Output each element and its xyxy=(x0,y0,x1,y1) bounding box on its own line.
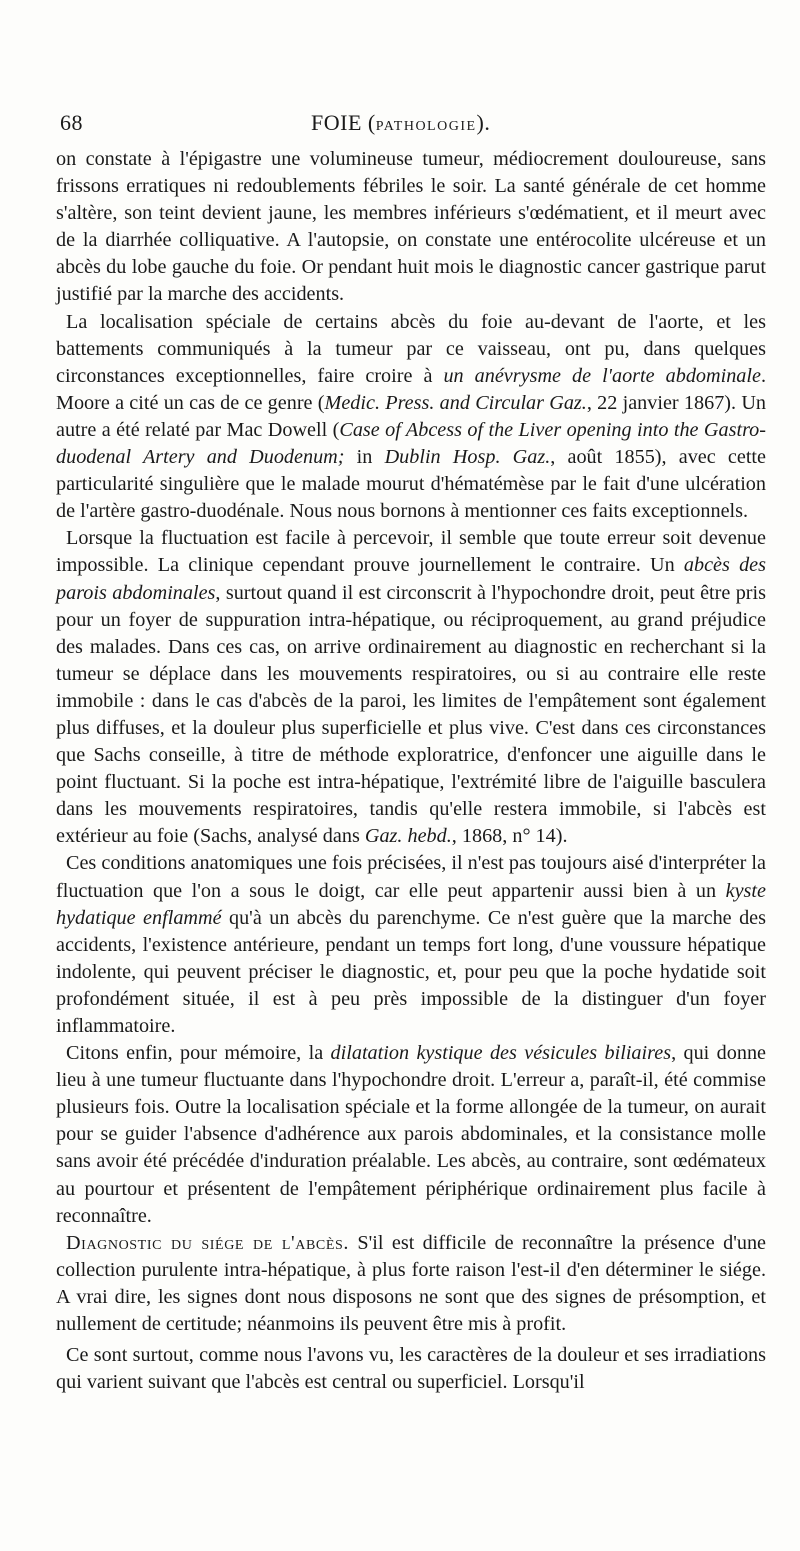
page-number: 68 xyxy=(60,110,83,135)
running-title-main: FOIE ( xyxy=(311,110,376,135)
p3-text-2: , surtout quand il est circonscrit à l'hypochondre droit, peut être pris pour un foyer de suppuration intra-hépatique, ou réciproquement, au grand préjudice des malades. Dans ces cas, on arrive ordinairement au diagnostic en recherchant si la tumeur se déplace dans les mouvements respiratoires, ou si au contraire elle reste immobile : dans le cas d'abcès de la paroi, les limites de l'empâtement sont également plus diffuses, et la douleur plus superficielle et plus vive. C'est dans ces circonstances que Sachs conseille, à titre de méthode exploratrice, d'enfoncer une aiguille dans le point fluctuant. Si la poche est intra-hépatique, l'extrémité libre de l'aiguille basculera dans les mouvements respiratoires, tandis qu'elle restera immobile, si l'abcès est extérieur au foie (Sachs, analysé dans xyxy=(56,581,766,848)
p3-italic-1: abcès des parois abdominales xyxy=(56,554,766,604)
p2-italic-2: Medic. Press. and Circular Gaz. xyxy=(324,391,587,414)
paragraph-3 xyxy=(56,525,766,850)
running-title xyxy=(311,110,490,136)
p3-italic-2: Gaz. hebd. xyxy=(364,825,452,848)
paragraph-5 xyxy=(56,1040,766,1230)
running-title-end: ). xyxy=(476,110,491,135)
p3-text-3: , 1868, n° 14). xyxy=(451,825,568,848)
p7-text-1: Ce sont surtout, comme nous l'avons vu, les caractères de la douleur et ses irradiations qui varient suivant que l'abcès est central ou superficiel. Lorsqu'il xyxy=(56,1344,766,1394)
book-page xyxy=(56,110,766,1396)
p5-text-2: , qui donne lieu à une tumeur fluctuante dans l'hypochondre droit. L'erreur a, paraît-il, été commise plusieurs fois. Outre la localisation spéciale et la forme allongée de la tumeur, on aurait pour se guider l'absence d'adhérence aux parois abdominales, et la consistance molle sans avoir été précédée d'induration préalable. Les abcès, au contraire, sont œdémateux au pourtour et présentent de l'empâtement périphérique ordinairement plus facile à reconnaître. xyxy=(56,1042,767,1227)
p1-text: on constate à l'épigastre une volumineuse tumeur, médiocrement douloureuse, sans frissons erratiques ni redoublements fébriles le soir. La santé générale de cet homme s'altère, son teint devient jaune, les membres inférieurs s'œdématient, et il meurt avec de la diarrhée colliquative. A l'autopsie, on constate une entérocolite ulcéreuse et un abcès du lobe gauche du foie. Or pendant huit mois le diagnostic cancer gastrique parut justifié par la marche des accidents. xyxy=(56,148,766,306)
p2-text-3: , 22 janvier 1867). Un autre a été relaté par Mac Dowell ( xyxy=(56,391,766,441)
p4-italic-1: kyste hydatique enflammé xyxy=(56,879,766,929)
p2-italic-1: un anévrysme de l'aorte abdominale xyxy=(443,364,761,387)
p2-text-5: , août 1855), avec cette particularité singulière que le malade mourut d'hématémèse par le fait d'une ulcération de l'artère gastro-duodénale. Nous nous bornons à mentionner ces faits exceptionnels. xyxy=(56,446,766,523)
p6-text-1: S'il est difficile de reconnaître la présence d'une collection purulente intra-hépatique, à plus forte raison l'est-il d'en déterminer le siége. A vrai dire, les signes dont nous disposons ne sont que des signes de présomption, et nullement de certitude; néanmoins ils peuvent être mis à profit. xyxy=(56,1231,766,1336)
paragraph-7 xyxy=(56,1342,766,1396)
paragraph-1 xyxy=(56,146,766,309)
page-header xyxy=(56,110,766,146)
paragraph-4 xyxy=(56,850,766,1040)
p2-italic-4: Dublin Hosp. Gaz. xyxy=(384,446,551,469)
p5-text-1: Citons enfin, pour mémoire, la xyxy=(66,1042,331,1065)
p5-italic-1: dilatation kystique des vésicules biliaires xyxy=(330,1042,672,1065)
p2-text-1: La localisation spéciale de certains abcès du foie au-devant de l'aorte, et les battements communiqués à la tumeur par ce vaisseau, ont pu, dans quelques circonstances exceptionnelles, faire croire à xyxy=(56,310,766,387)
p4-text-1: Ces conditions anatomiques une fois précisées, il n'est pas toujours aisé d'interpréter la fluctuation que l'on a sous le doigt, car elle peut appartenir aussi bien à un xyxy=(56,852,766,902)
paragraph-6 xyxy=(56,1230,766,1338)
p3-text-1: Lorsque la fluctuation est facile à percevoir, il semble que toute erreur soit devenue impossible. La clinique cependant prouve journellement le contraire. Un xyxy=(56,527,766,577)
p2-italic-3: Case of Abcess of the Liver opening into the Gastro-duodenal Artery and Duodenum; xyxy=(56,418,766,469)
p2-text-2: . Moore a cité un cas de ce genre ( xyxy=(56,364,766,414)
body-text xyxy=(56,146,766,1396)
paragraph-2 xyxy=(56,309,766,526)
section-heading: Diagnostic du siége de l'abcès. xyxy=(66,1231,350,1254)
p4-text-2: qu'à un abcès du parenchyme. Ce n'est guère que la marche des accidents, l'existence antérieure, pendant un temps fort long, d'une voussure hépatique indolente, qui peuvent préciser le diagnostic, et, pour peu que la poche hydatide soit profondément située, il est à peu près impossible de la distinguer d'un foyer inflammatoire. xyxy=(56,906,766,1037)
running-title-small: PATHOLOGIE xyxy=(375,119,477,134)
p2-text-4: in xyxy=(344,446,385,469)
